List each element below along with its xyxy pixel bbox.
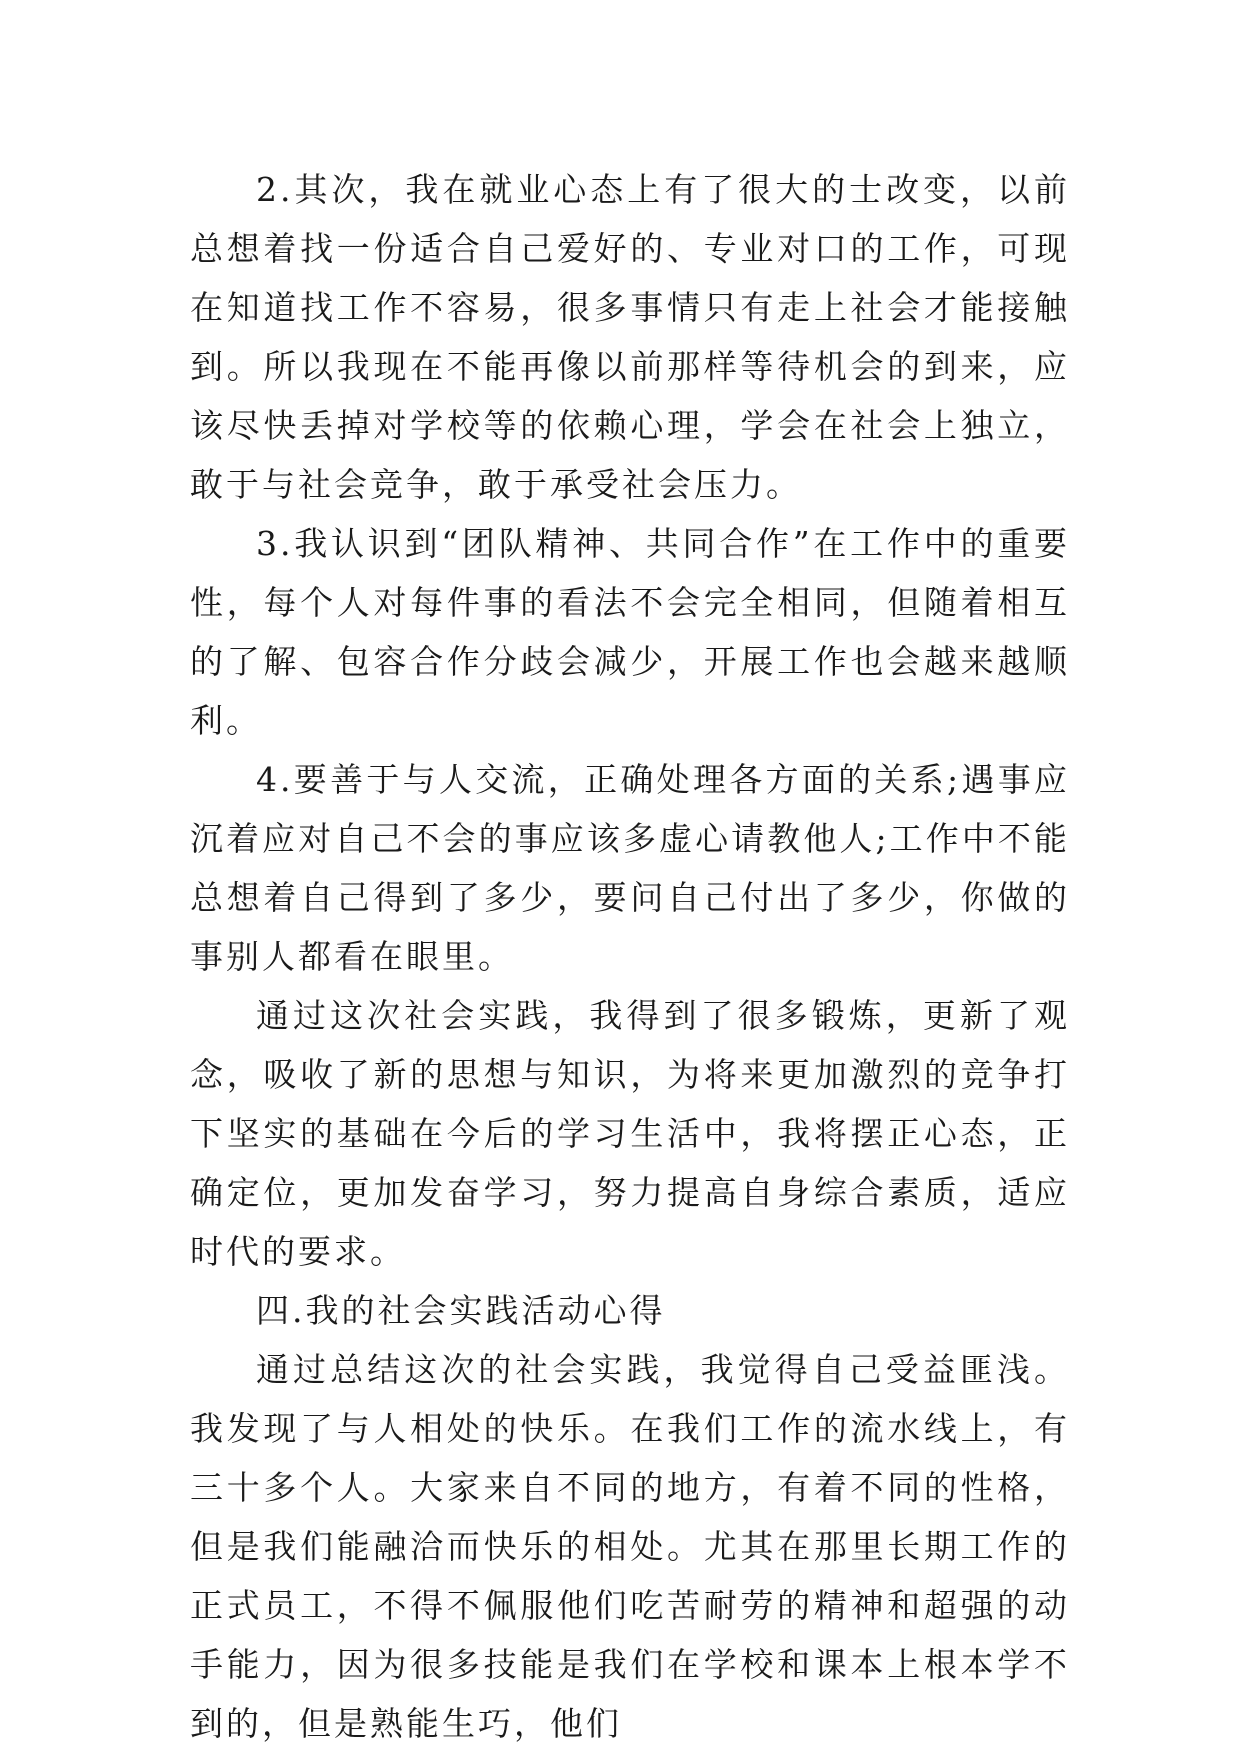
- paragraph-practice-summary: 通过这次社会实践，我得到了很多锻炼，更新了观念，吸收了新的思想与知识，为将来更加激烈的竞争打下坚实的基础在今后的学习生活中，我将摆正心态，正确定位，更加发奋学习，努力提高自身综合素质，适应时代的要求。: [190, 996, 1070, 1271]
- paragraph-practice-reflection: 通过总结这次的社会实践，我觉得自己受益匪浅。我发现了与人相处的快乐。在我们工作的流水线上，有三十多个人。大家来自不同的地方，有着不同的性格，但是我们能融洽而快乐的相处。尤其在那里长期工作的正式员工，不得不佩服他们吃苦耐劳的精神和超强的动手能力，因为很多技能是我们在学校和课本上根本学不到的，但是熟能生巧，他们: [190, 1350, 1070, 1743]
- section-heading: 四.我的社会实践活动心得: [256, 1291, 666, 1330]
- paragraph-communication: 4.要善于与人交流，正确处理各方面的关系;遇事应沉着应对自己不会的事应该多虚心请教他人;工作中不能总想着自己得到了多少，要问自己付出了多少，你做的事别人都看在眼里。: [190, 760, 1070, 976]
- paragraph-team-spirit: 3.我认识到“团队精神、共同合作”在工作中的重要性，每个人对每件事的看法不会完全相同，但随着相互的了解、包容合作分歧会减少，开展工作也会越来越顺利。: [190, 524, 1070, 740]
- paragraph-employment-mindset: 2.其次，我在就业心态上有了很大的士改变，以前总想着找一份适合自己爱好的、专业对口的工作，可现在知道找工作不容易，很多事情只有走上社会才能接触到。所以我现在不能再像以前那样等待机会的到来，应该尽快丢掉对学校等的依赖心理，学会在社会上独立，敢于与社会竞争，敢于承受社会压力。: [190, 170, 1070, 504]
- document-body: [190, 160, 1070, 1753]
